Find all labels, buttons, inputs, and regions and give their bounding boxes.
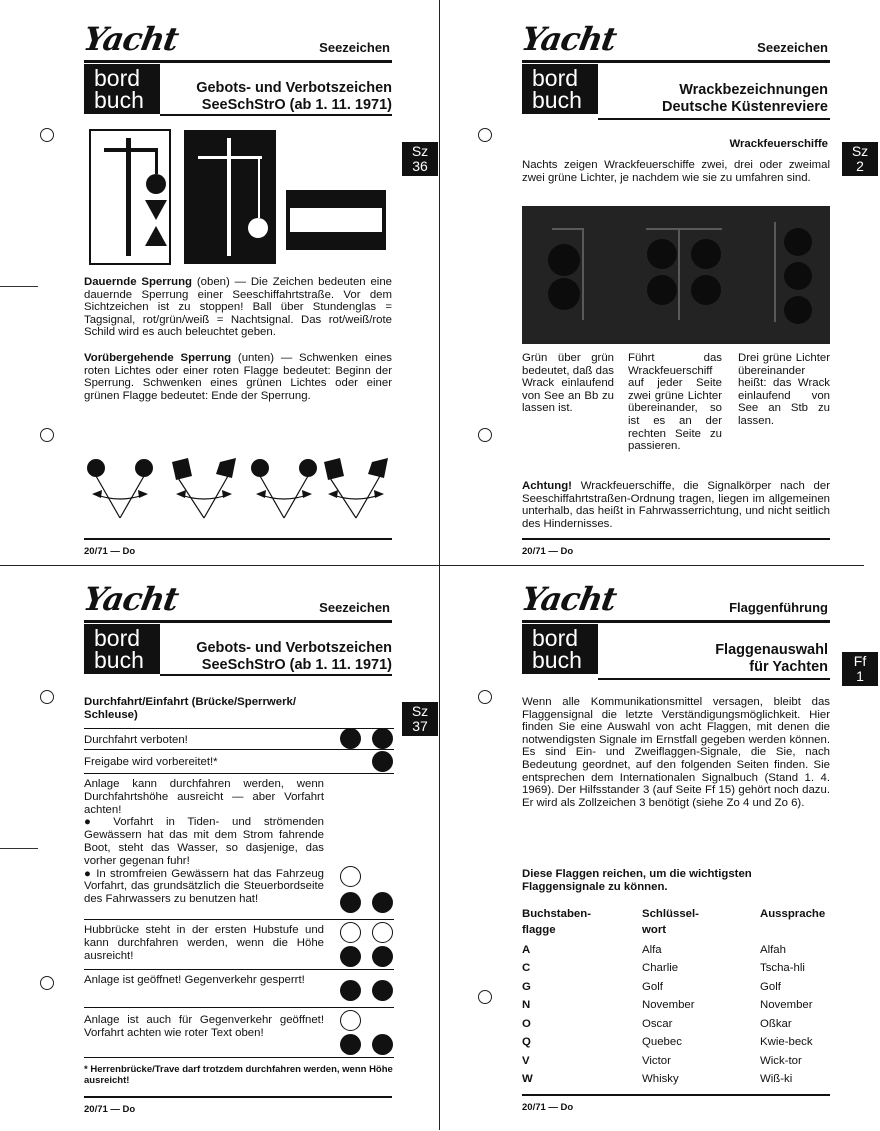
signal-row-gegenverkehr — [84, 1008, 394, 1058]
signal-row-hubbruecke — [84, 920, 394, 970]
flag-letter: N — [522, 999, 531, 1011]
bordbuch-badge — [522, 624, 598, 674]
paragraph-voruebergehend — [84, 352, 392, 402]
footer-code: 20/71 — Do — [522, 546, 574, 557]
tab-code: Sz — [851, 143, 869, 159]
intro-text: Nachts zeigen Wrackfeuerschiffe zwei, drei oder zweimal zwei grüne Lichter, je nachdem wie sie zu umfahren sind. — [522, 159, 830, 184]
achtung-label: Achtung! — [522, 480, 572, 492]
page-title — [196, 640, 392, 674]
flag-letter: O — [522, 1018, 531, 1030]
row-text: Hubbrücke steht in der ersten Hubstufe und kann durchfahren werden, wenn die Höhe ausreicht! — [84, 924, 324, 962]
page-tab — [842, 142, 878, 176]
buch-text: buch — [94, 647, 144, 673]
tab-number: 37 — [412, 718, 428, 734]
bordbuch-badge — [84, 624, 160, 674]
flag-letter: Q — [522, 1036, 531, 1048]
tab-number: 1 — [856, 668, 864, 684]
term-dauernde: Dauernde Sperrung — [84, 276, 193, 288]
row-text-c: ● In stromfreien Gewässern hat das Fahrzeug Vorfahrt, das grundsätzlich die Steuerbordseite des Fahrwassers zu benutzen hat! — [84, 867, 324, 906]
section-label: Seezeichen — [319, 600, 390, 615]
section-label: Flaggenführung — [729, 600, 828, 615]
flag-keyword: Victor — [642, 1055, 671, 1067]
flag-pronunciation: Golf — [760, 981, 781, 993]
card-ff1 — [440, 566, 880, 1131]
bord-text: bord — [94, 625, 141, 651]
text-dauernde: (oben) — Die Zeichen bedeuten eine dauernde Sperrung einer Seeschiffahrtstraße. Vor dem Sichtzeichen ist zu stoppen! Ball über Stundenglas = Tagsignal, rot/grün/weiß = Nachtsignal. Das rot/weiß/rote Schild wird es auch beleuchtet geben. — [84, 276, 392, 339]
title-line-2: SeeSchStrO (ab 1. 11. 1971) — [201, 97, 392, 113]
punch-hole — [40, 428, 54, 442]
tab-code: Ff — [853, 653, 867, 669]
flag-pronunciation: November — [760, 999, 813, 1011]
black-light-icon — [340, 980, 361, 1001]
footer-rule — [522, 538, 830, 540]
footer-rule — [84, 538, 392, 540]
punch-hole — [478, 428, 492, 442]
header-letter-2: flagge — [522, 924, 556, 936]
punch-hole — [478, 990, 492, 1004]
term-voruebergehend: Vorübergehende Sperrung — [84, 352, 232, 364]
yacht-logo: Yacht — [518, 580, 619, 618]
achtung-paragraph — [522, 480, 830, 530]
waving-signals-illustration — [84, 456, 394, 522]
flag-pronunciation: Oßkar — [760, 1018, 792, 1030]
flag-pronunciation: Wick-tor — [760, 1055, 802, 1067]
header-letter — [522, 906, 591, 938]
page-title — [196, 80, 392, 114]
title-line-2: für Yachten — [749, 659, 828, 675]
title-rule — [160, 114, 392, 116]
header-rule — [84, 60, 392, 63]
black-light-icon — [372, 728, 393, 749]
title-line-1: Gebots- und Verbotszeichen — [196, 640, 392, 656]
flag-pronunciation: Kwie-beck — [760, 1036, 813, 1048]
card-sz37 — [0, 566, 440, 1131]
column-2: Führt das Wrackfeuerschiff auf jeder Seite zwei grüne Lichter übereinander, so ist es an der rechten Seite zu passieren. — [628, 352, 722, 453]
black-light-icon — [340, 728, 361, 749]
flag-letter: C — [522, 962, 531, 974]
subheading: Wrackfeuerschiffe — [729, 138, 828, 150]
open-light-icon — [340, 1010, 361, 1031]
footer-rule — [522, 1094, 830, 1096]
signal-row-verboten — [84, 728, 394, 750]
flag-pronunciation: Alfah — [760, 944, 786, 956]
wreck-lights-photo — [522, 206, 830, 344]
header-keyword — [642, 906, 699, 938]
column-1: Grün über grün bedeutet, daß das Wrack einlaufend von See an Bb zu lassen ist. — [522, 352, 614, 415]
footer-code: 20/71 — Do — [84, 546, 136, 557]
black-light-icon — [340, 1034, 361, 1055]
punch-hole — [478, 690, 492, 704]
signal-row-geoeffnet — [84, 970, 394, 1008]
table-intro: Diese Flaggen reichen, um die wichtigsten Flaggensignale zu können. — [522, 868, 752, 893]
flag-keyword: Oscar — [642, 1018, 673, 1030]
card-sz36 — [0, 0, 440, 565]
page-tab — [402, 702, 438, 736]
title-rule — [598, 118, 830, 120]
title-line-1: Wrackbezeichnungen — [679, 82, 828, 98]
row-text: Anlage ist geöffnet! Gegenverkehr gesperrt! — [84, 974, 305, 986]
row-text: Freigabe wird vorbereitet!* — [84, 756, 218, 768]
header-letter-1: Buchstaben- — [522, 908, 591, 920]
yacht-logo: Yacht — [80, 580, 181, 618]
footer-code: 20/71 — Do — [522, 1102, 574, 1113]
black-light-icon — [372, 946, 393, 967]
flag-pronunciation: Wiß-ki — [760, 1073, 793, 1085]
header-rule — [84, 620, 392, 623]
row-text-b: ● Vorfahrt in Tiden- und strömenden Gewässern hat das mit dem Strom fahrende Boot, steht das Wasser, so dasjenige, das vorher gegenan fuhr! — [84, 816, 324, 867]
flag-keyword: Alfa — [642, 944, 662, 956]
achtung-text: Wrackfeuerschiffe, die Signalkörper nach der Seeschiffahrtstraßen-Ordnung tragen, liegen im allgemeinen unterhalb, das heißt in Fahrwasserrichtung, und nicht seitlich des Hindernisses. — [522, 480, 830, 530]
flag-keyword: Whisky — [642, 1073, 679, 1085]
tab-number: 36 — [412, 158, 428, 174]
footnote: * Herrenbrücke/Trave darf trotzdem durchfahren werden, wenn Höhe ausreicht! — [84, 1064, 393, 1086]
row-text — [84, 778, 324, 906]
flag-keyword: Quebec — [642, 1036, 682, 1048]
title-line-1: Gebots- und Verbotszeichen — [196, 80, 392, 96]
intro-text: Wenn alle Kommunikationsmittel versagen, bleibt das Flaggensignal die letzte Verständigungsmöglichkeit. Hier finden Sie eine Auswahl von acht Flaggen, mit denen die notwendigsten Signale im Ernstfall gegeben werden können. Es sind Ein- und Zweiflaggen-Signale, die Sie, nach Bedeutung geordnet, auf den folgenden Seiten finden. Sie entsprechen dem Internationalen Signalbuch (Stand 1. 4. 1969). Der Hilfsstander 3 (auf Seite Ff 15) gehört noch dazu. Er wird als Zollzeichen 3 benötigt (siehe Zo 4 und Zo 6). — [522, 696, 830, 809]
flag-letter: W — [522, 1073, 533, 1085]
section-label: Seezeichen — [319, 40, 390, 55]
row-text-a: Anlage kann durchfahren werden, wenn Durchfahrtshöhe ausreicht — aber Vorfahrt achten! — [84, 778, 324, 816]
column-3: Drei grüne Lichter übereinander heißt: das Wrack einlaufend von See an Stb zu lassen. — [738, 352, 830, 427]
punch-hole — [40, 690, 54, 704]
bord-text: bord — [532, 625, 579, 651]
flag-letter: V — [522, 1055, 530, 1067]
header-keyword-1: Schlüssel- — [642, 908, 699, 920]
header-keyword-2: wort — [642, 924, 667, 936]
black-light-icon — [372, 751, 393, 772]
bordbuch-badge — [84, 64, 160, 114]
footer-rule — [84, 1096, 392, 1098]
page-tab — [842, 652, 878, 686]
page-title — [662, 82, 828, 116]
title-line-2: SeeSchStrO (ab 1. 11. 1971) — [201, 657, 392, 673]
flag-keyword: November — [642, 999, 695, 1011]
header-pronunciation: Aussprache — [760, 908, 826, 920]
card-sz2 — [440, 0, 880, 565]
flag-keyword: Charlie — [642, 962, 679, 974]
yacht-logo: Yacht — [80, 20, 181, 58]
table-heading: Durchfahrt/Einfahrt (Brücke/Sperrwerk/ Schleuse) — [84, 696, 297, 721]
bordbuch-badge — [522, 64, 598, 114]
buch-text: buch — [94, 87, 144, 113]
page-tab — [402, 142, 438, 176]
paragraph-dauernde — [84, 276, 392, 339]
sperrung-signs-illustration — [88, 128, 390, 268]
buch-text: buch — [532, 647, 582, 673]
open-light-icon — [340, 866, 361, 887]
black-light-icon — [372, 980, 393, 1001]
section-label: Seezeichen — [757, 40, 828, 55]
flag-letter: G — [522, 981, 531, 993]
black-light-icon — [340, 946, 361, 967]
title-rule — [160, 674, 392, 676]
page-title — [715, 642, 828, 676]
signal-row-durchfahren — [84, 774, 394, 920]
bord-text: bord — [94, 65, 141, 91]
flag-keyword: Golf — [642, 981, 663, 993]
tab-code: Sz — [411, 143, 429, 159]
tab-number: 2 — [856, 158, 864, 174]
punch-hole — [40, 976, 54, 990]
punch-hole — [40, 128, 54, 142]
yacht-logo: Yacht — [518, 20, 619, 58]
punch-hole — [478, 128, 492, 142]
text-voruebergehend: (unten) — Schwenken eines roten Lichtes oder einer roten Flagge bedeutet: Beginn der Sperrung. Schwenken eines grünen Lichtes oder einer grünen Flagge bedeutet: Ende der Sperrung. — [84, 352, 392, 402]
open-light-icon — [340, 922, 361, 943]
tab-code: Sz — [411, 703, 429, 719]
black-light-icon — [372, 1034, 393, 1055]
black-light-icon — [372, 892, 393, 913]
title-line-1: Flaggenauswahl — [715, 642, 828, 658]
header-rule — [522, 620, 830, 623]
flag-pronunciation: Tscha-hli — [760, 962, 805, 974]
buch-text: buch — [532, 87, 582, 113]
flag-table — [522, 906, 830, 1096]
title-line-2: Deutsche Küstenreviere — [661, 99, 828, 115]
black-light-icon — [340, 892, 361, 913]
row-text: Anlage ist auch für Gegenverkehr geöffnet! Vorfahrt achten wie roter Text oben! — [84, 1014, 324, 1039]
title-rule — [598, 678, 830, 680]
row-text: Durchfahrt verboten! — [84, 734, 188, 746]
bord-text: bord — [532, 65, 579, 91]
open-light-icon — [372, 922, 393, 943]
header-rule — [522, 60, 830, 63]
footer-code: 20/71 — Do — [84, 1104, 136, 1115]
signal-row-freigabe — [84, 750, 394, 774]
flag-letter: A — [522, 944, 531, 956]
